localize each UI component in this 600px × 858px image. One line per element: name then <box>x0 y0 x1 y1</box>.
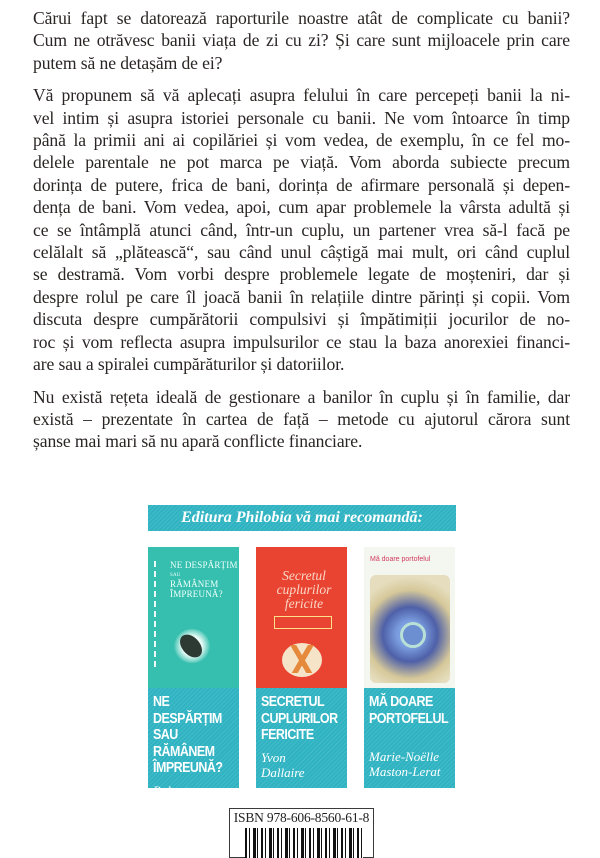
text-line: celălalt să „plătească“, sau când unul câștigă mai mult, ori când cuplul <box>33 242 570 263</box>
barcode-icon <box>245 828 363 858</box>
text-line: despre rolul pe care îl joacă banii în relațiile dintre părinți și copii. Vom <box>33 286 570 307</box>
text-line: roc și vom reflecta asupra impulsurilor ce stau la baza anorexiei financi- <box>33 331 570 352</box>
text-line: șanse mai mari să nu apară conflicte financiare. <box>33 431 363 452</box>
book-author-line: Dallaire <box>261 764 305 780</box>
paragraph-1 <box>33 7 570 74</box>
book-title-line: NE DESPĂRȚIM <box>153 694 222 727</box>
text-line: are sau a spiralei cumpărăturilor și datoriilor. <box>33 354 345 375</box>
book-author <box>369 749 451 779</box>
recommended-book-2 <box>256 547 347 788</box>
recommended-book-3 <box>364 547 455 788</box>
text-line: putem să ne detașăm de ei? <box>33 52 223 73</box>
back-cover-text <box>33 7 570 463</box>
book-author-line: Neuburger <box>153 797 209 813</box>
cover-title-line: RĂMÂNEM <box>170 579 219 589</box>
text-line: există – prezentate în cartea de față – metode cu ajutorul cărora sunt <box>33 408 570 429</box>
text-line: Vă propunem să vă aplecați asupra felului în care percepeți banii la ni- <box>33 85 570 106</box>
book-title <box>153 694 231 777</box>
book-cover-image <box>256 547 347 688</box>
paragraph-3 <box>33 386 570 453</box>
book-title-line: ÎMPREUNĂ? <box>153 760 223 776</box>
magnifying-glass-icon <box>400 622 426 648</box>
text-line: delele parentale ne pot marca pe viață. Vom aborda subiecte precum <box>33 152 570 173</box>
book-author-line: Robert <box>153 782 189 798</box>
text-line: Nu există rețeta ideală de gestionare a banilor în cuplu și în familie, dar <box>33 386 570 407</box>
book-caption <box>148 688 239 813</box>
isbn-number: ISBN 978-606-8560-61-8 <box>233 810 370 825</box>
book-title <box>369 694 447 727</box>
text-line: vel intim și asupra istoriei personale cu banii. Ne vom întoarce în timp <box>33 107 570 128</box>
text-line: ce se întâmplă atunci când, într-un cuplu, un partener vrea să-l facă pe <box>33 219 570 240</box>
text-line: până la primii ani ai copilăriei și vom vedea, de exemplu, în ce fel mo- <box>33 130 570 151</box>
book-title <box>261 694 339 744</box>
text-line: Cărui fapt se datorează raporturile noastre atât de complicate cu banii? <box>33 8 570 28</box>
book-author <box>261 750 343 780</box>
v-shape-icon <box>290 645 314 673</box>
book-title-line: CUPLURILOR <box>261 710 338 727</box>
text-line: dorința de putere, frica de bani, dorința de afirmare personală și depen- <box>33 174 570 195</box>
book-title-line: SAU RĂMÂNEM <box>153 727 215 760</box>
recommendation-banner: Editura Philobia vă mai recomandă: <box>148 505 456 531</box>
cover-title: Mă doare portofelul <box>370 556 431 563</box>
cover-title-line: fericite <box>284 596 324 611</box>
cover-title <box>170 561 238 599</box>
book-cover-image <box>364 547 455 688</box>
book-author-line: Marie-Noëlle <box>369 749 440 764</box>
text-line: Cum ne otrăvesc banii viața de zi cu zi? Și care sunt mijloacele prin care <box>33 30 570 51</box>
book-author-line: Yvon <box>261 749 286 765</box>
book-title-line: MĂ DOARE <box>369 694 433 710</box>
cover-title-line: Secretul <box>282 568 326 583</box>
recommended-book-1 <box>148 547 239 813</box>
cover-title-line: ÎMPREUNĂ? <box>170 588 223 599</box>
book-author-line: Maston-Lerat <box>369 764 441 779</box>
cover-title <box>264 569 344 611</box>
cover-title-line: cuplurilor <box>276 582 332 597</box>
text-line: discuta despre cumpărătorii compulsivi și împătimiții jocurilor de no- <box>33 309 570 330</box>
book-title-line: PORTOFELUL <box>369 710 449 727</box>
book-title-line: SECRETUL <box>261 694 325 710</box>
cover-subtitle <box>370 564 440 568</box>
book-caption <box>256 688 347 788</box>
text-line: se destramă. Vom vorbi despre problemele legate de moșteniri, dar și <box>33 264 570 285</box>
book-author <box>153 783 235 813</box>
isbn-barcode-box <box>229 808 374 858</box>
paragraph-2 <box>33 84 570 375</box>
cover-title-line: SAU <box>170 572 181 578</box>
book-title-line: FERICITE <box>261 727 314 743</box>
book-caption <box>364 688 455 788</box>
cover-header <box>370 551 440 568</box>
book-cover-image <box>148 547 239 688</box>
cover-subtitle-box <box>274 616 332 629</box>
text-line: dența de bani. Vom vedea, apoi, cum apar problemele la vârsta adultă și <box>33 197 570 218</box>
decorative-dots <box>154 561 156 669</box>
cover-title-line: NE DESPĂRȚIM <box>170 560 238 570</box>
